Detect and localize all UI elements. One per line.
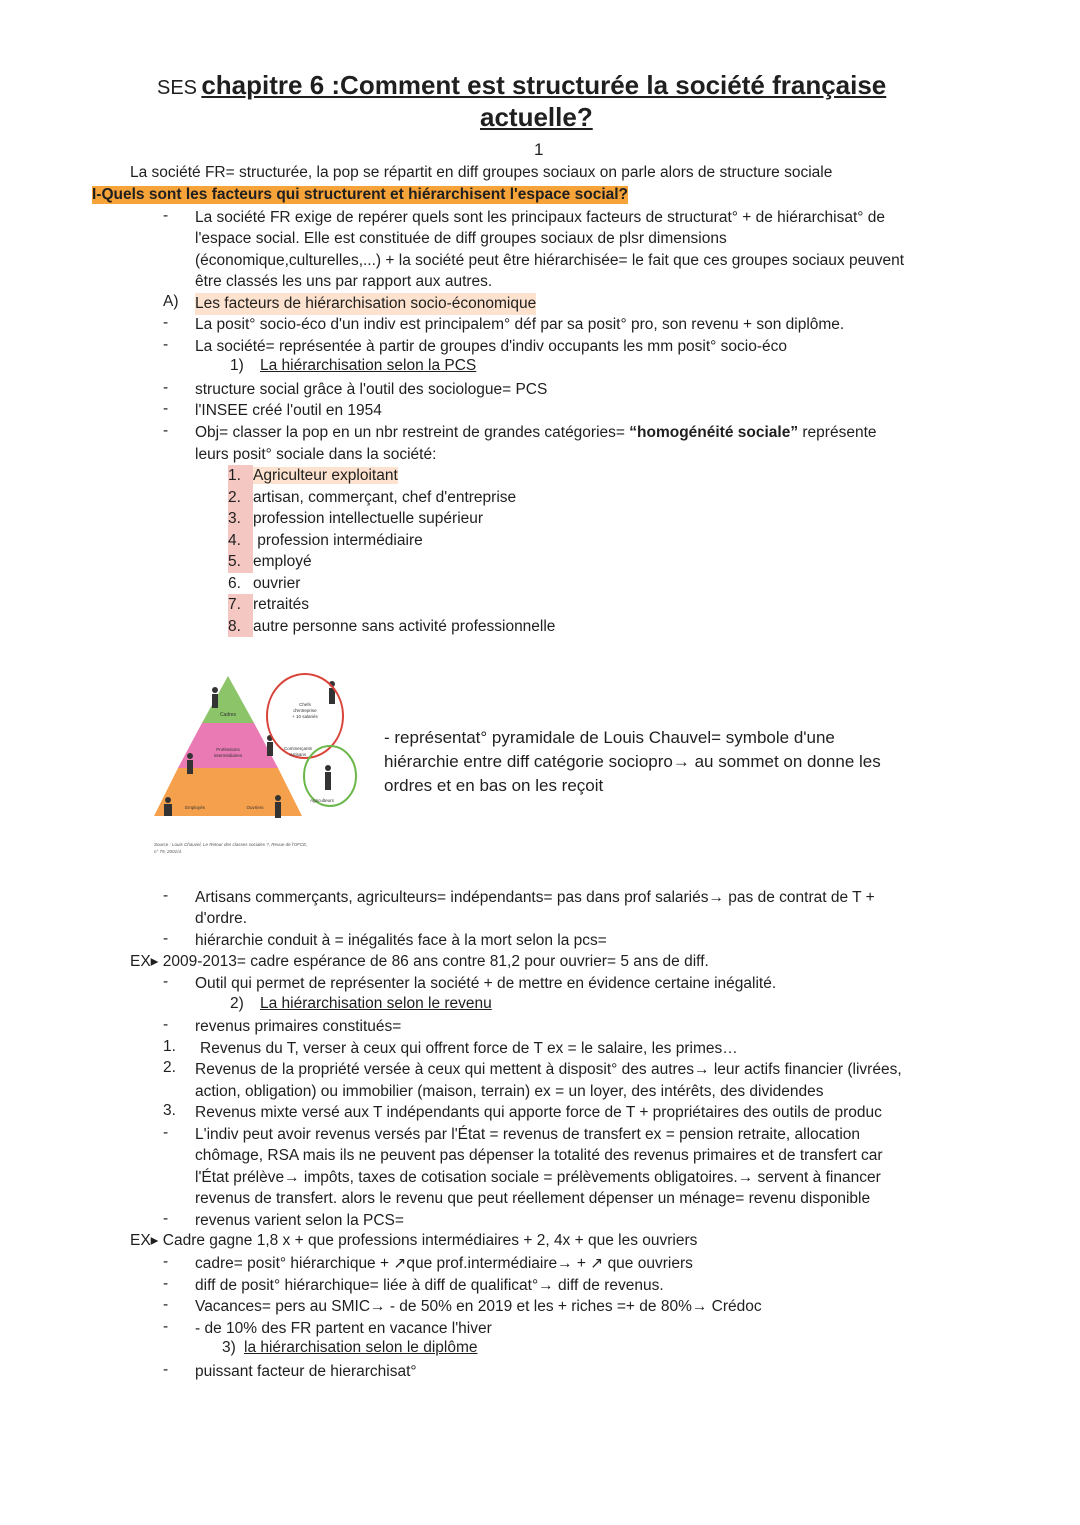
list-number: 6. bbox=[228, 574, 241, 592]
revenu-2-line-1: Revenus de la propriété versée à ceux qui mettent à disposit° des autres→ leur actifs financier (livrées, bbox=[195, 1061, 902, 1078]
bullet-dash: - bbox=[163, 314, 169, 331]
list-label: autre personne sans activité professionnelle bbox=[253, 617, 556, 635]
revenu-3: Revenus mixte versé aux T indépendants qui apporte force de T + propriétaires des outils de produc bbox=[195, 1104, 882, 1121]
sub2-title: La hiérarchisation selon le revenu bbox=[260, 995, 492, 1012]
sub1-bullet-1: structure social grâce à l'outil des sociologue= PCS bbox=[195, 381, 548, 398]
bullet-dash: - bbox=[163, 1124, 169, 1141]
section1-line-4: être classés les uns par rapport aux autres. bbox=[195, 273, 493, 290]
list-item bbox=[228, 616, 555, 638]
final-bullet-2: diff de posit° hiérarchique= liée à diff de qualificat°→ diff de revenus. bbox=[195, 1277, 664, 1294]
sub2-number: 2) bbox=[230, 995, 244, 1012]
bullet-dash: - bbox=[163, 1318, 169, 1335]
example-2: EX▸ Cadre gagne 1,8 x + que professions intermédiaires + 2, 4x + que les ouvriers bbox=[130, 1232, 698, 1249]
label-employes: Employés bbox=[185, 805, 205, 810]
list-label: artisan, commerçant, chef d'entreprise bbox=[253, 488, 517, 506]
label-ouvriers: Ouvriers bbox=[246, 805, 264, 810]
list-item bbox=[228, 530, 555, 552]
after-pyr-3: hiérarchie conduit à = inégalités face à la mort selon la pcs= bbox=[195, 932, 607, 949]
obj-text: Obj= classer la pop en un nbr restreint de grandes catégories= bbox=[195, 424, 630, 441]
label-professions: Professions bbox=[216, 747, 240, 752]
list-number: 1. bbox=[228, 465, 253, 487]
section-1-title: I-Quels sont les facteurs qui structurent et hiérarchisent l'espace social? bbox=[92, 186, 629, 203]
title-line-1: chapitre 6 :Comment est structurée la société française bbox=[201, 70, 887, 100]
final-bullet-1: cadre= posit° hiérarchique + ↗que prof.intermédiaire→ + ↗ que ouvriers bbox=[195, 1255, 693, 1272]
transfert-2: chômage, RSA mais ils ne peuvent pas dépenser la totalité des revenus primaires et de transfert car bbox=[195, 1147, 883, 1164]
list-number: 1. bbox=[163, 1038, 176, 1055]
obj-bold: “homogénéité sociale” bbox=[629, 424, 799, 441]
pyramid-caption-3: ordres et en bas on les reçoit bbox=[384, 776, 604, 795]
final-bullet-3: Vacances= pers au SMIC→ - de 50% en 2019 et les + riches =+ de 80%→ Crédoc bbox=[195, 1298, 762, 1315]
list-number: 2. bbox=[163, 1059, 176, 1076]
label-commercants: Commerçants bbox=[283, 746, 313, 751]
list-item bbox=[228, 594, 555, 616]
sub3-number: 3) bbox=[222, 1339, 236, 1356]
pcs-list bbox=[228, 465, 555, 637]
subA-bullet-2: La société= représentée à partir de groupes d'indiv occupants les mm posit° socio-éco bbox=[195, 338, 788, 355]
list-label: profession intellectuelle supérieur bbox=[253, 510, 484, 527]
list-item bbox=[228, 573, 555, 595]
list-label: profession intermédiaire bbox=[253, 531, 423, 549]
outil-line: Outil qui permet de représenter la société + de mettre en évidence certaine inégalité. bbox=[195, 975, 777, 992]
varient-line: revenus varient selon la PCS= bbox=[195, 1212, 404, 1229]
sub1-number: 1) bbox=[230, 357, 244, 374]
bullet-dash: - bbox=[163, 1253, 169, 1270]
after-pyr-1: Artisans commerçants, agriculteurs= indépendants= pas dans prof salariés→ pas de contrat de T + bbox=[195, 889, 875, 906]
page-title bbox=[157, 70, 886, 101]
revenu-2-line-2: action, obligation) ou immobilier (maison, terrain) ex = un loyer, des intérêts, des dividendes bbox=[195, 1083, 824, 1100]
list-label: retraités bbox=[253, 596, 309, 613]
revenu-1: Revenus du T, verser à ceux qui offrent force de T ex = le salaire, les primes… bbox=[200, 1040, 738, 1057]
pyramid-figure bbox=[150, 668, 370, 858]
pyramid-caption-1: - représentat° pyramidale de Louis Chauvel= symbole d'une bbox=[384, 728, 835, 747]
bullet-dash: - bbox=[163, 930, 169, 947]
label-entreprise: d'entreprise bbox=[293, 708, 317, 713]
bullet-dash: - bbox=[163, 400, 169, 417]
transfert-1: L'indiv peut avoir revenus versés par l'État = revenus de transfert ex = pension retraite, allocation bbox=[195, 1126, 861, 1143]
subsection-a-letter: A) bbox=[163, 293, 179, 310]
sub1-bullet-2: l'INSEE créé l'outil en 1954 bbox=[195, 402, 382, 419]
list-item bbox=[228, 508, 555, 530]
subsection-a-title: Les facteurs de hiérarchisation socio-économique bbox=[195, 293, 536, 315]
bullet-dash: - bbox=[163, 422, 169, 439]
list-number: 8. bbox=[228, 616, 253, 638]
after-pyr-2: d'ordre. bbox=[195, 910, 248, 927]
title-line-2: actuelle? bbox=[480, 102, 593, 132]
list-label: employé bbox=[253, 553, 312, 570]
list-number: 4. bbox=[228, 530, 253, 552]
bullet-dash: - bbox=[163, 973, 169, 990]
subject-label: SES bbox=[157, 77, 198, 99]
sub3-title: la hiérarchisation selon le diplôme bbox=[244, 1339, 478, 1356]
intro-text: La société FR= structurée, la pop se répartit en diff groupes sociaux on parle alors de structure sociale bbox=[130, 164, 833, 181]
example-1: EX▸ 2009-2013= cadre espérance de 86 ans contre 81,2 pour ouvrier= 5 ans de diff. bbox=[130, 953, 709, 970]
sub1-title: La hiérarchisation selon la PCS bbox=[260, 357, 477, 374]
bullet-dash: - bbox=[163, 379, 169, 396]
page-number: 1 bbox=[534, 140, 544, 159]
list-item bbox=[228, 487, 555, 509]
obj-line-2: leurs posit° sociale dans la société: bbox=[195, 446, 437, 463]
label-agriculteurs: Agriculteurs bbox=[310, 798, 334, 803]
section1-line-1: La société FR exige de repérer quels sont les principaux facteurs de structurat° + de hiérarchisat° de bbox=[195, 209, 886, 226]
list-number: 3. bbox=[163, 1102, 176, 1119]
list-item bbox=[228, 551, 555, 573]
label-cadres: Cadres bbox=[219, 712, 237, 718]
list-label: Agriculteur exploitant bbox=[253, 467, 398, 484]
section1-line-2: l'espace social. Elle est constituée de diff groupes sociaux de plsr dimensions bbox=[195, 230, 727, 247]
list-number: 2. bbox=[228, 487, 253, 509]
bullet-dash: - bbox=[163, 207, 169, 224]
label-10-salaries: + 10 salariés bbox=[292, 714, 318, 719]
list-label: ouvrier bbox=[253, 574, 301, 592]
bullet-dash: - bbox=[163, 1210, 169, 1227]
revenus-primaires: revenus primaires constitués= bbox=[195, 1018, 402, 1035]
bullet-dash: - bbox=[163, 1361, 169, 1378]
last-line: puissant facteur de hierarchisat° bbox=[195, 1363, 417, 1380]
list-item bbox=[228, 465, 555, 487]
pyramid-caption-2: hiérarchie entre diff catégorie sociopro→ au sommet on donne les bbox=[384, 752, 881, 771]
bullet-dash: - bbox=[163, 887, 169, 904]
list-number: 7. bbox=[228, 594, 253, 616]
bullet-dash: - bbox=[163, 1296, 169, 1313]
pyramid-source-2: n° 79, 2001/4. bbox=[154, 849, 183, 854]
label-chefs: Chefs bbox=[299, 702, 311, 707]
bullet-dash: - bbox=[163, 336, 169, 353]
transfert-4: revenus de transfert. alors le revenu que peut réellement dépenser un ménage= revenu disponible bbox=[195, 1190, 871, 1207]
obj-line-1 bbox=[195, 422, 877, 444]
transfert-3: l'État prélève→ impôts, taxes de cotisation sociale = prélèvements obligatoires.→ servent à financer bbox=[195, 1169, 881, 1186]
bullet-dash: - bbox=[163, 1016, 169, 1033]
bullet-dash: - bbox=[163, 1275, 169, 1292]
obj-text-end: représente bbox=[798, 424, 877, 441]
label-intermediaires: intermédiaires bbox=[213, 753, 243, 758]
label-artisans: Artisans bbox=[289, 752, 307, 757]
list-number: 3. bbox=[228, 508, 253, 530]
section1-line-3: (économique,culturelles,...) + la société peut être hiérarchisée= le fait que ces groupes sociaux peuvent bbox=[195, 252, 905, 269]
pyramid-source-1: Source : Louis Chauvel, Le Retour des classes sociales ?, Revue de l'OFCE, bbox=[154, 842, 308, 847]
subA-bullet-1: La posit° socio-éco d'un indiv est principalem° déf par sa posit° pro, son revenu + son diplôme. bbox=[195, 316, 845, 333]
list-number: 5. bbox=[228, 551, 253, 573]
final-bullet-4: - de 10% des FR partent en vacance l'hiver bbox=[195, 1320, 492, 1337]
